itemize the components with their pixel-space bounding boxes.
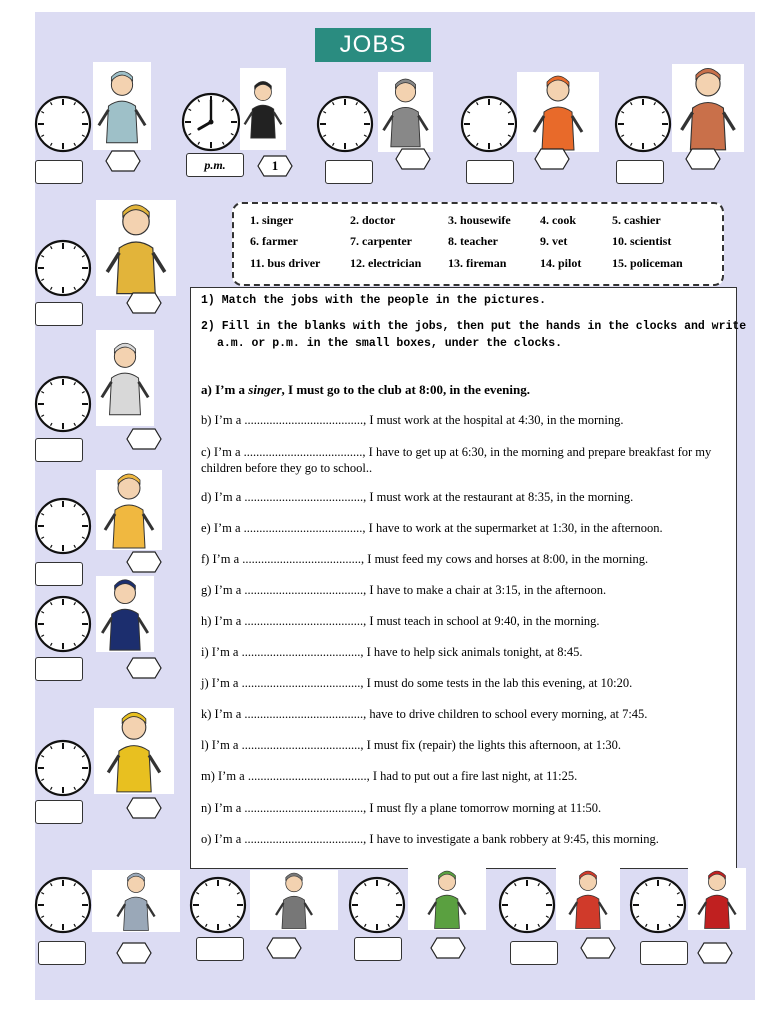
am-pm-box[interactable] <box>35 562 83 586</box>
clock-face[interactable] <box>498 876 556 934</box>
clock-face[interactable] <box>34 876 92 934</box>
example-sentence <box>201 382 731 398</box>
sentence-f: f) I’m a ......................................, I must feed my cows and horses at 8:00, in the morning. <box>201 552 649 566</box>
bus-driver-picture-icon <box>408 868 486 930</box>
farmer-picture-icon <box>688 868 746 930</box>
sentence-c: c) I’m a ......................................, I have to get up at 6:30, in the morning and prepare breakfast for my children before they go to school.. <box>201 445 712 475</box>
policeman-picture-icon <box>96 576 154 652</box>
clock-face[interactable] <box>348 876 406 934</box>
vet-picture-icon <box>250 870 338 930</box>
clock-face[interactable] <box>629 876 687 934</box>
instruction-1: 1) Match the jobs with the people in the pictures. <box>201 294 547 307</box>
cook-picture-icon <box>96 330 154 426</box>
clock-face[interactable] <box>189 876 247 934</box>
word-bank-item: 10. scientist <box>612 234 672 248</box>
number-hexagon[interactable] <box>126 797 162 819</box>
sentence-j: j) I’m a ......................................, I must do some tests in the lab this evening, at 10:20. <box>201 676 633 690</box>
carpenter-picture-icon <box>378 72 433 152</box>
instruction-2: 2) Fill in the blanks with the jobs, then put the hands in the clocks and write <box>201 320 747 333</box>
am-pm-box[interactable] <box>35 160 83 184</box>
sentence-m: m) I’m a ......................................, I had to put out a fire last night, at 11:25. <box>201 769 578 783</box>
page-title: JOBS <box>315 28 431 62</box>
clock-face[interactable] <box>614 95 672 153</box>
am-pm-box[interactable] <box>196 937 244 961</box>
word-bank-item: 8. teacher <box>448 234 498 248</box>
example-word: singer <box>248 382 282 397</box>
fireman-picture-icon <box>94 708 174 794</box>
clock-face[interactable] <box>34 95 92 153</box>
word-bank-item: 15. policeman <box>612 256 683 270</box>
word-bank-item: 3. housewife <box>448 213 511 227</box>
am-pm-box[interactable] <box>35 302 83 326</box>
housewife-picture-icon <box>672 64 744 152</box>
clock-face[interactable] <box>181 92 241 152</box>
sentence-i: i) I’m a ......................................, I have to help sick animals tonight, at 8:45. <box>201 645 583 659</box>
instruction-2-continued: a.m. or p.m. in the small boxes, under the clocks. <box>217 337 563 350</box>
sentence-l: l) I’m a ......................................, I must fix (repair) the lights this afternoon, at 1:30. <box>201 738 622 752</box>
number-hexagon[interactable] <box>116 942 152 964</box>
word-bank-item: 14. pilot <box>540 256 582 270</box>
word-bank <box>232 202 724 286</box>
number-hexagon[interactable] <box>430 937 466 959</box>
word-bank-item: 6. farmer <box>250 234 298 248</box>
number-hexagon[interactable] <box>126 292 162 314</box>
clock-face[interactable] <box>34 739 92 797</box>
number-hexagon[interactable] <box>105 150 141 172</box>
word-bank-item: 4. cook <box>540 213 576 227</box>
sentence-d: d) I’m a ......................................, I must work at the restaurant at 8:35, in the morning. <box>201 490 634 504</box>
clock-face[interactable] <box>34 595 92 653</box>
example-post: , I must go to the club at 8:00, in the evening. <box>281 382 530 397</box>
teacher-picture-icon <box>96 200 176 296</box>
am-pm-box[interactable] <box>354 937 402 961</box>
word-bank-item: 13. fireman <box>448 256 507 270</box>
cashier-picture-icon <box>556 868 620 930</box>
number-hexagon[interactable] <box>697 942 733 964</box>
number-hexagon[interactable] <box>126 551 162 573</box>
am-pm-box[interactable] <box>510 941 558 965</box>
sentence-b: b) I’m a ......................................, I must work at the hospital at 4:30, in the morning. <box>201 413 624 427</box>
number-hexagon[interactable] <box>126 657 162 679</box>
number-hexagon[interactable] <box>266 937 302 959</box>
number-hexagon[interactable] <box>534 148 570 170</box>
hexagon-number: 1 <box>271 158 279 173</box>
am-pm-box[interactable] <box>35 438 83 462</box>
am-pm-box[interactable] <box>325 160 373 184</box>
number-hexagon[interactable] <box>126 428 162 450</box>
electrician-picture-icon <box>517 72 599 152</box>
am-pm-box[interactable] <box>38 941 86 965</box>
doctor-picture-icon <box>96 470 162 550</box>
pilot-picture-icon <box>92 870 180 932</box>
am-pm-box[interactable] <box>35 800 83 824</box>
sentence-k: k) I’m a ......................................, have to drive children to school every morning, at 7:45. <box>201 707 648 721</box>
word-bank-item: 9. vet <box>540 234 568 248</box>
word-bank-item: 7. carpenter <box>350 234 412 248</box>
word-bank-item: 2. doctor <box>350 213 396 227</box>
clock-face[interactable] <box>34 375 92 433</box>
word-bank-item: 1. singer <box>250 213 294 227</box>
sentence-e: e) I’m a ......................................, I have to work at the supermarket at 1:30, in the afternoon. <box>201 521 663 535</box>
number-hexagon[interactable] <box>580 937 616 959</box>
word-bank-item: 11. bus driver <box>250 256 321 270</box>
am-pm-box[interactable]: p.m. <box>186 153 244 177</box>
singer-picture-icon <box>240 68 286 150</box>
clock-face[interactable] <box>316 95 374 153</box>
example-pre: a) I’m a <box>201 382 249 397</box>
exercise-box <box>190 287 747 869</box>
word-bank-item: 5. cashier <box>612 213 661 227</box>
am-pm-box[interactable] <box>466 160 514 184</box>
clock-face[interactable] <box>34 239 92 297</box>
sentence-n: n) I’m a ......................................, I must fly a plane tomorrow morning at 11:50. <box>201 801 602 815</box>
number-hexagon[interactable] <box>685 148 721 170</box>
sentence-h: h) I’m a ......................................, I must teach in school at 9:40, in the morning. <box>201 614 600 628</box>
am-pm-box[interactable] <box>35 657 83 681</box>
am-pm-box[interactable] <box>640 941 688 965</box>
am-pm-box[interactable] <box>616 160 664 184</box>
clock-face[interactable] <box>460 95 518 153</box>
clock-face[interactable] <box>34 497 92 555</box>
number-hexagon[interactable] <box>395 148 431 170</box>
sentence-g: g) I’m a ......................................, I have to make a chair at 3:15, in the afternoon. <box>201 583 607 597</box>
sentence-o: o) I’m a ......................................, I have to investigate a bank robbery at 9:45, this morning. <box>201 832 659 846</box>
word-bank-item: 12. electrician <box>350 256 422 270</box>
scientist-picture-icon <box>93 62 151 150</box>
